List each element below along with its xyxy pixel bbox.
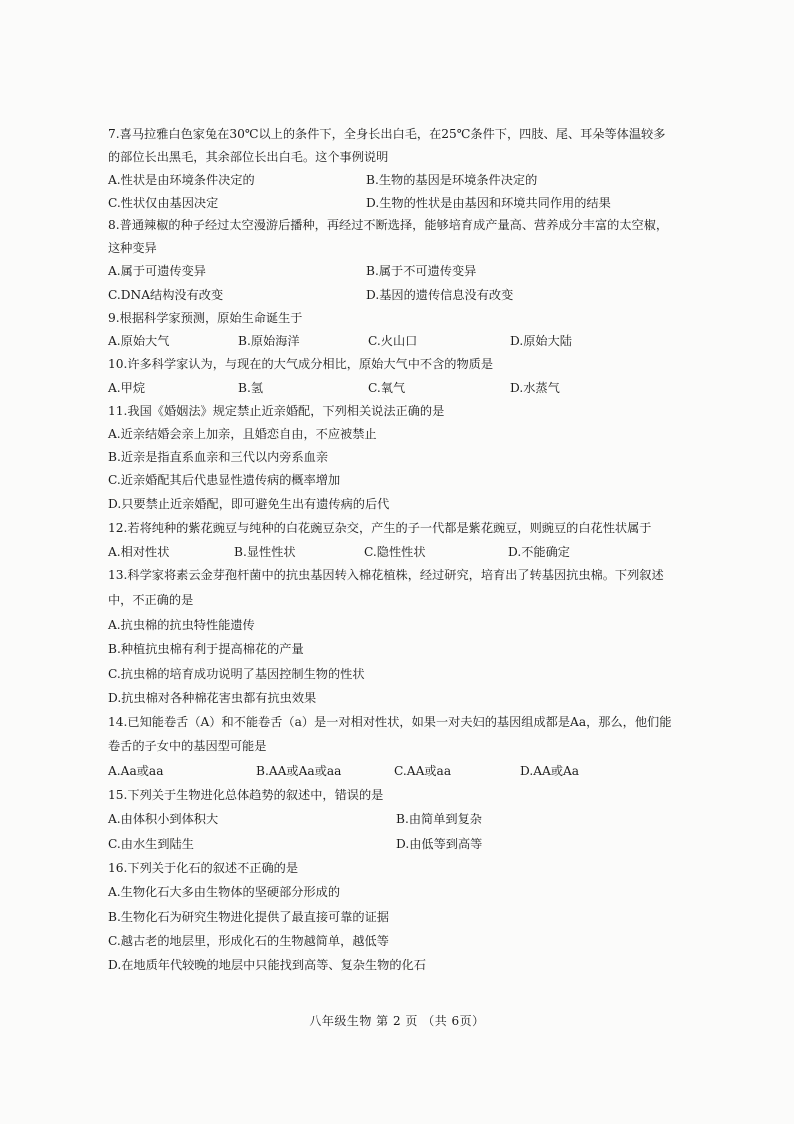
option: B.AA或Aa或aa	[256, 764, 342, 778]
question-stem: 9.根据科学家预测，原始生命诞生于	[108, 311, 303, 325]
option: B.显性性状	[234, 545, 296, 559]
option: D.水蒸气	[510, 381, 560, 395]
question-stem: 中，不正确的是	[108, 593, 194, 607]
option: A.相对性状	[108, 545, 170, 559]
question-stem: 12.若将纯种的紫花豌豆与纯种的白花豌豆杂交，产生的子一代都是紫花豌豆，则豌豆的白花性状属于	[108, 521, 652, 535]
option: D.不能确定	[508, 545, 570, 559]
option: B.生物的基因是环境条件决定的	[366, 173, 538, 187]
question-stem: 14.已知能卷舌（A）和不能卷舌（a）是一对相对性状，如果一对夫妇的基因组成都是Aa，那么，他们能	[108, 715, 672, 729]
option: C.隐性性状	[364, 545, 426, 559]
question-stem: 15.下列关于生物进化总体趋势的叙述中，错误的是	[108, 788, 384, 802]
question-stem: 的部位长出黑毛，其余部位长出白毛。这个事例说明	[108, 150, 389, 164]
question-stem: 7.喜马拉雅白色家兔在30℃以上的条件下，全身长出白毛，在25℃条件下，四肢、尾、耳朵等体温较多	[108, 127, 666, 141]
option: C.DNA结构没有改变	[108, 288, 224, 302]
question-stem: 这种变异	[108, 241, 157, 255]
option: D.由低等到高等	[396, 837, 483, 851]
option: B.氢	[238, 381, 264, 395]
option: D.基因的遗传信息没有改变	[366, 288, 514, 302]
question-stem: 16.下列关于化石的叙述不正确的是	[108, 861, 299, 875]
option: C.由水生到陆生	[108, 837, 194, 851]
option: D.抗虫棉对各种棉花害虫都有抗虫效果	[108, 691, 317, 705]
option: D.在地质年代较晚的地层中只能找到高等、复杂生物的化石	[108, 958, 426, 972]
option: A.属于可遗传变异	[108, 264, 206, 278]
question-stem: 10.许多科学家认为，与现在的大气成分相比，原始大气中不含的物质是	[108, 357, 494, 371]
option: A.原始大气	[108, 334, 170, 348]
option: D.AA或Aa	[520, 764, 580, 778]
option: C.性状仅由基因决定	[108, 196, 219, 210]
option: B.种植抗虫棉有利于提高棉花的产量	[108, 642, 304, 656]
option: C.AA或aa	[394, 764, 452, 778]
question-stem: 13.科学家将素云金芽孢杆菌中的抗虫基因转入棉花植株，经过研究，培育出了转基因抗虫棉。下列叙述	[108, 568, 664, 582]
option: B.由简单到复杂	[396, 812, 482, 826]
option: B.原始海洋	[238, 334, 300, 348]
option: C.越古老的地层里，形成化石的生物越简单，越低等	[108, 934, 389, 948]
option: B.近亲是指直系血亲和三代以内旁系血亲	[108, 450, 329, 464]
option: C.火山口	[368, 334, 418, 348]
option: A.近亲结婚会亲上加亲，且婚恋自由，不应被禁止	[108, 427, 377, 441]
question-stem: 11.我国《婚姻法》规定禁止近亲婚配，下列相关说法正确的是	[108, 404, 445, 418]
option: D.原始大陆	[510, 334, 572, 348]
option: B.属于不可遗传变异	[366, 264, 477, 278]
option: B.生物化石为研究生物进化提供了最直接可靠的证据	[108, 910, 389, 924]
page-footer: 八年级生物 第 2 页 （共 6页）	[309, 1014, 485, 1028]
option: A.抗虫棉的抗虫特性能遗传	[108, 618, 255, 632]
question-stem: 8.普通辣椒的种子经过太空漫游后播种，再经过不断选择，能够培育成产量高、营养成分丰富的太空椒，	[108, 218, 669, 232]
option: A.性状是由环境条件决定的	[108, 173, 255, 187]
option: A.Aa或aa	[108, 764, 164, 778]
question-stem: 卷舌的子女中的基因型可能是	[108, 739, 267, 753]
option: D.生物的性状是由基因和环境共同作用的结果	[366, 196, 611, 210]
option: D.只要禁止近亲婚配，即可避免生出有遗传病的后代	[108, 497, 390, 511]
option: A.甲烷	[108, 381, 146, 395]
option: C.抗虫棉的培育成功说明了基因控制生物的性状	[108, 667, 365, 681]
option: A.生物化石大多由生物体的坚硬部分形成的	[108, 885, 341, 899]
option: A.由体积小到体积大	[108, 812, 219, 826]
option: C.氧气	[368, 381, 406, 395]
option: C.近亲婚配其后代患显性遗传病的概率增加	[108, 473, 341, 487]
